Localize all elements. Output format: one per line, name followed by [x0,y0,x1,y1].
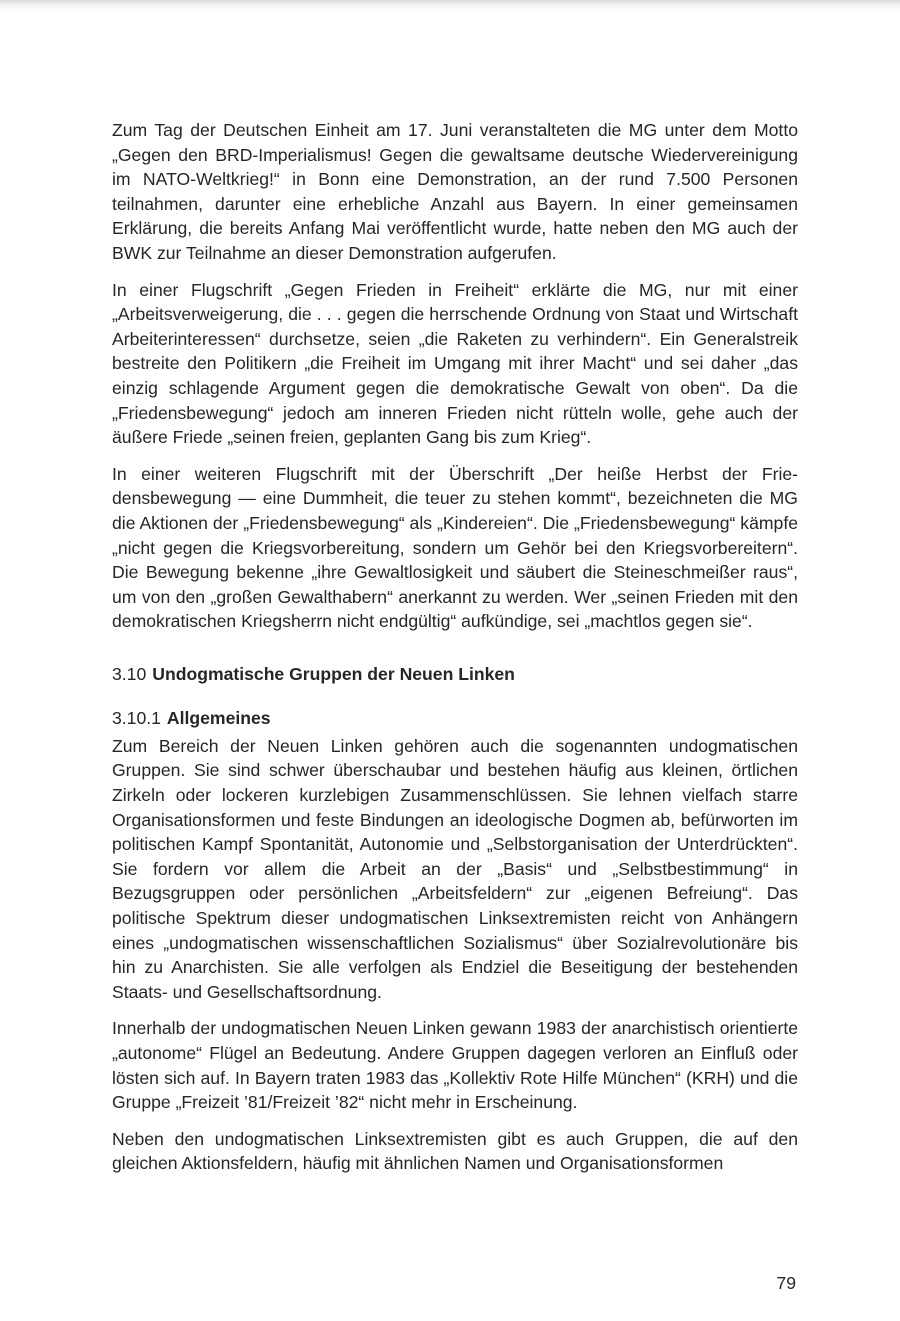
paragraph-flugschrift-frieden: In einer Flugschrift „Gegen Frieden in Freiheit“ erklärte die MG, nur mit einer „Arbeitsverweigerung, die . . . gegen die herrschende Ordnung von Staat und Wirtschaft Arbeiterinteressen“ durchsetze, seien „die Raketen zu verhindern“. Ein Generalstreik bestreite den Politikern „die Freiheit im Umgang mit ihrer Macht“ und sei daher „das einzig schlagende Argument gegen die demokratische Gewalt von oben“. Da die „Friedensbewegung“ jedoch am inneren Frieden nicht rütteln wolle, gehe auch der äußere Friede „seinen freien, geplanten Gang bis zum Krieg“. [112,279,798,448]
page-body [112,118,798,1176]
page-number: 79 [776,1273,796,1293]
scan-edge-shadow [0,0,900,10]
paragraph-mg-demonstration: Zum Tag der Deutschen Einheit am 17. Juni veranstalteten die MG unter dem Motto „Gegen den BRD-Imperialismus! Gegen die gewaltsame deutsche Wiedervereinigung im NATO-Weltkrieg!“ in Bonn eine Demonstration, an der rund 7.500 Personen teilnahmen, darunter eine erhebliche Anzahl aus Bayern. In einer gemeinsamen Erklärung, die bereits Anfang Mai veröffentlicht wurde, hatte neben den MG auch der BWK zur Teilnahme an dieser Demonstration aufgerufen. [112,120,798,263]
paragraph-autonome-fluegel: Innerhalb der undogmatischen Neuen Linken gewann 1983 der anarchistisch orientierte „autonome“ Flügel an Bedeutung. Andere Gruppen dagegen verloren an Einfluß oder lösten sich auf. In Bayern traten 1983 das „Kollektiv Rote Hilfe München“ (KRH) und die Gruppe „Freizeit ’81/Freizeit ’82“ nicht mehr in Erscheinung. [112,1018,798,1113]
paragraph-allgemeines: Zum Bereich der Neuen Linken gehören auch die sogenannten undogmatischen Gruppen. Sie sind schwer überschaubar und bestehen häufig aus kleinen, örtlichen Zirkeln oder lockeren kurzlebigen Zusammenschlüssen. Sie lehnen vielfach starre Organisationsformen und feste Bindungen an ideologische Dogmen ab, befürworten im politischen Kampf Spontanität, Autonomie und „Selbstorganisation der Unterdrückten“. Sie fordern vor allem die Arbeit an der „Basis“ und „Selbstbestimmung“ in Bezugsgruppen oder persönlichen „Arbeitsfeldern“ zur „eigenen Befreiung“. Das politische Spektrum dieser undogmatischen Linksextremisten reicht von Anhängern eines „undogmatischen wissenschaftlichen Sozialismus“ über Sozialrevolutionäre bis hin zu Anarchisten. Sie alle verfolgen als Endziel die Beseitigung der bestehenden Staats- und Gesellschaftsordnung. [112,735,798,1002]
section-number: 3.10 [112,663,147,684]
paragraph-neben-den-gruppen: Neben den undogmatischen Linksextremisten gibt es auch Gruppen, die auf den gleichen Aktionsfeldern, häufig mit ähnlichen Namen und Organisationsformen [112,1128,798,1174]
subsection-number: 3.10.1 [112,707,161,728]
section-heading-3-10-1 [112,706,798,730]
subsection-title: Allgemeines [166,707,271,728]
paragraph-flugschrift-herbst: In einer weiteren Flugschrift mit der Überschrift „Der heiße Herbst der Friedensbewegung — eine Dummheit, die teuer zu stehen kommt“, bezeichneten die MG die Aktionen der „Friedensbewegung“ als „Kindereien“. Die „Friedensbewegung“ kämpfe „nicht gegen die Kriegsvorbereitung, sondern um Gehör bei den Kriegsvorbereitern“. Die Bewegung bekenne „ihre Gewaltlosigkeit und säubert die Steineschmeißer raus“, um von den „großen Gewalthabern“ anerkannt zu werden. Wer „seinen Frieden mit den demokratischen Kriegsherrn nicht endgültig“ aufkündige, sei „machtlos gegen sie“. [112,463,798,632]
section-heading-3-10 [112,662,798,686]
section-title: Undogmatische Gruppen der Neuen Linken [152,663,515,684]
